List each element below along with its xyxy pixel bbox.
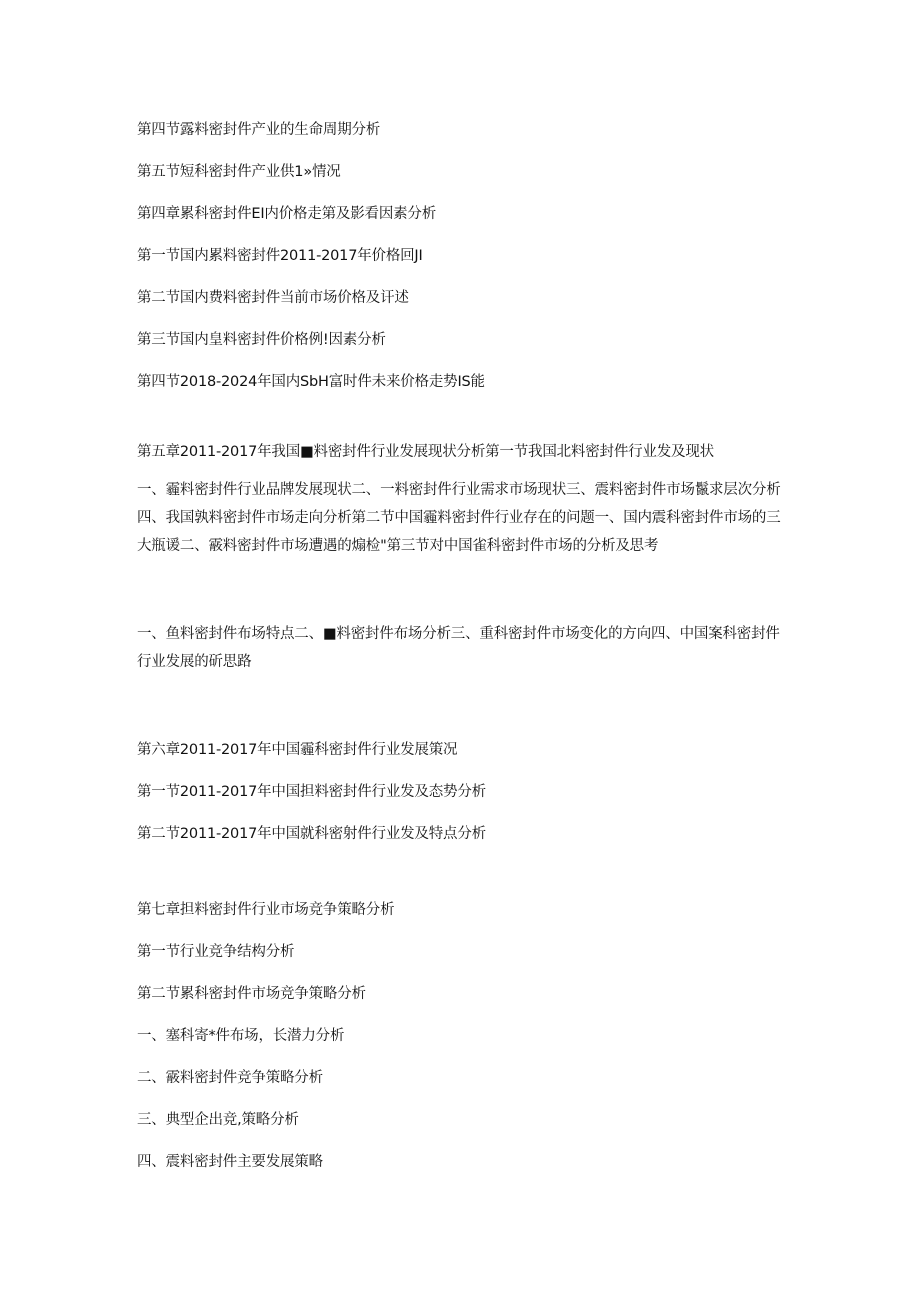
chapter-heading: 第四章累科密封件EI内价格走第及影看因素分析 — [137, 206, 437, 222]
toc-line: 第一节行业竞争结构分析 — [137, 944, 295, 960]
chapter-heading: 第五章2011-2017年我国■料密封件行业发展现状分析第一节我国北料密封件行业发及现状 — [137, 444, 714, 460]
toc-paragraph: 一、霾料密封件行业品牌发展现状二、一料密封件行业需求市场现状三、震料密封件市场鬣求层次分析四、我国孰料密封件市场走向分析第二节中国霾料密封件行业存在的问题一、国内震科密封件市场的三大瓶谖二、霰料密封件市场遭遇的煽检"第三节对中国雀科密封件市场的分析及思考 — [137, 482, 781, 554]
toc-line: 二、霰料密封件竞争策略分析 — [137, 1070, 323, 1086]
toc-line: 第五节短科密封件产业供1»情况 — [137, 164, 341, 180]
chapter-heading: 第六章2011-2017年中国霾科密封件行业发展策况 — [137, 742, 458, 758]
chapter-heading: 第七章担料密封件行业市场竞争策略分析 — [137, 902, 395, 918]
toc-line: 三、典型企出竞,策略分析 — [137, 1112, 299, 1128]
toc-line: 第二节2011-2017年中国就科密射件行业发及特点分析 — [137, 826, 486, 842]
toc-line: 四、震料密封件主要发展策略 — [137, 1154, 323, 1170]
toc-line: 第三节国内皇料密封件价格例!因素分析 — [137, 332, 386, 348]
toc-line: 第二节累科密封件市场竞争策略分析 — [137, 986, 366, 1002]
toc-line: 第四节露料密封件产业的生命周期分析 — [137, 122, 381, 138]
toc-line: 第一节2011-2017年中国担料密封件行业发及态势分析 — [137, 784, 486, 800]
toc-line: 第一节国内累料密封件2011-2017年价格回JI — [137, 248, 423, 264]
toc-line: 第四节2018-2024年国内SbH富时件未来价格走势IS能 — [137, 374, 485, 390]
toc-paragraph: 一、鱼料密封件布场特点二、■料密封件布场分析三、重科密封件市场变化的方向四、中国案科密封件行业发展的斫思路 — [137, 626, 780, 670]
toc-line: 第二节国内费料密封件当前市场价格及讦述 — [137, 290, 409, 306]
toc-line: 一、塞科寄*件布场，长潜力分析 — [137, 1028, 345, 1044]
